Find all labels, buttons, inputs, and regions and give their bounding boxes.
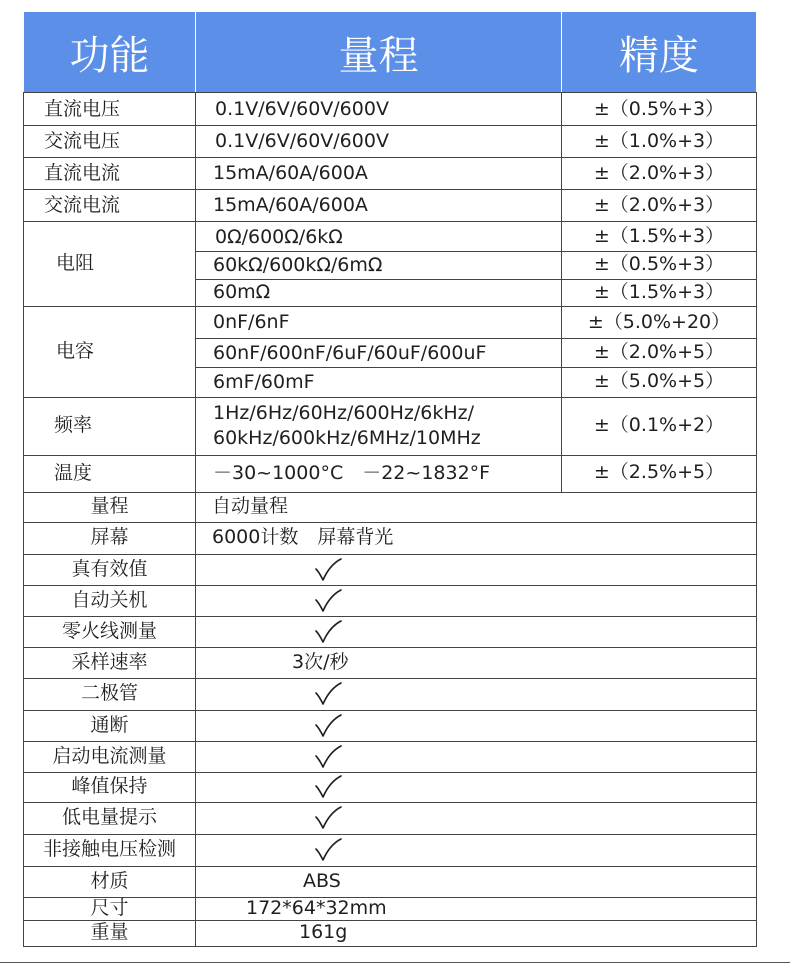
accuracy-cell: ±（2.5%+5） [593, 461, 725, 484]
grid-horizontal-line [23, 946, 757, 947]
feature-name: 峰值保持 [71, 775, 148, 798]
range-cell: 0Ω/600Ω/6kΩ [215, 226, 343, 249]
accuracy-cell: ±（1.5%+3） [593, 225, 725, 248]
header-accuracy: 精度 [562, 12, 756, 92]
checkmark-icon [313, 681, 343, 707]
feature-value: 172*64*32mm [246, 896, 387, 919]
accuracy-cell: ±（2.0%+3） [593, 193, 725, 216]
accuracy-cell: ±（1.0%+3） [593, 129, 725, 152]
range-cell: 60kHz/600kHz/6MHz/10MHz [213, 427, 481, 450]
feature-name: 真有效值 [71, 557, 148, 580]
feature-name: 屏幕 [90, 526, 129, 549]
range-cell: 60nF/600nF/6uF/60uF/600uF [213, 342, 487, 365]
checkmark-icon [313, 619, 343, 645]
feature-name: 材质 [90, 869, 129, 892]
feature-name: 二极管 [80, 682, 138, 705]
feature-value: ABS [303, 869, 341, 892]
function-cell: 频率 [54, 414, 93, 437]
function-cell: 交流电流 [44, 193, 121, 216]
feature-name: 采样速率 [71, 650, 148, 673]
checkmark-icon [313, 557, 343, 583]
range-cell: 0.1V/6V/60V/600V [215, 97, 389, 120]
checkmark-icon [313, 744, 343, 770]
feature-name: 自动关机 [71, 588, 148, 611]
checkmark-icon [313, 588, 343, 614]
feature-name: 量程 [90, 495, 129, 518]
accuracy-cell: ±（0.5%+3） [593, 253, 725, 276]
function-cell: 交流电压 [44, 129, 121, 152]
function-cell: 直流电流 [44, 161, 121, 184]
function-cell: 直流电压 [44, 97, 121, 120]
checkmark-icon [313, 774, 343, 800]
accuracy-cell: ±（1.5%+3） [593, 280, 725, 303]
feature-name: 低电量提示 [61, 806, 157, 829]
accuracy-cell: ±（2.0%+5） [593, 340, 725, 363]
grid-horizontal-line [23, 92, 757, 93]
range-cell: 60kΩ/600kΩ/6mΩ [213, 254, 383, 277]
feature-name: 非接触电压检测 [42, 838, 176, 861]
header-function: 功能 [24, 12, 195, 92]
feature-value: 6000计数 屏幕背光 [212, 526, 394, 549]
page-bottom-divider [0, 962, 790, 963]
checkmark-icon [313, 713, 343, 739]
range-cell: 1Hz/6Hz/60Hz/600Hz/6kHz/ [213, 402, 475, 425]
feature-name: 尺寸 [90, 896, 129, 919]
range-cell: 6mF/60mF [213, 371, 315, 394]
function-cell: 温度 [54, 462, 93, 485]
feature-value: 3次/秒 [292, 650, 349, 673]
function-cell: 电容 [56, 340, 95, 363]
range-cell: 60mΩ [213, 281, 271, 304]
feature-name: 零火线测量 [61, 619, 157, 642]
accuracy-cell: ±（0.5%+3） [593, 97, 725, 120]
function-cell: 电阻 [56, 252, 95, 275]
feature-name: 启动电流测量 [52, 744, 167, 767]
accuracy-cell: ±（5.0%+20） [587, 311, 731, 334]
checkmark-icon [313, 837, 343, 863]
feature-name: 重量 [90, 921, 129, 944]
range-cell: 0.1V/6V/60V/600V [215, 129, 389, 152]
range-cell: －30~1000°C －22~1832°F [213, 462, 491, 485]
feature-value: 161g [299, 921, 348, 944]
accuracy-cell: ±（0.1%+2） [593, 414, 725, 437]
checkmark-icon [313, 805, 343, 831]
accuracy-cell: ±（2.0%+3） [593, 161, 725, 184]
range-cell: 0nF/6nF [213, 311, 290, 334]
header-range: 量程 [196, 12, 561, 92]
feature-value: 自动量程 [212, 495, 289, 518]
range-cell: 15mA/60A/600A [213, 161, 368, 184]
range-cell: 15mA/60A/600A [213, 193, 368, 216]
feature-name: 通断 [90, 713, 129, 736]
accuracy-cell: ±（5.0%+5） [593, 369, 725, 392]
